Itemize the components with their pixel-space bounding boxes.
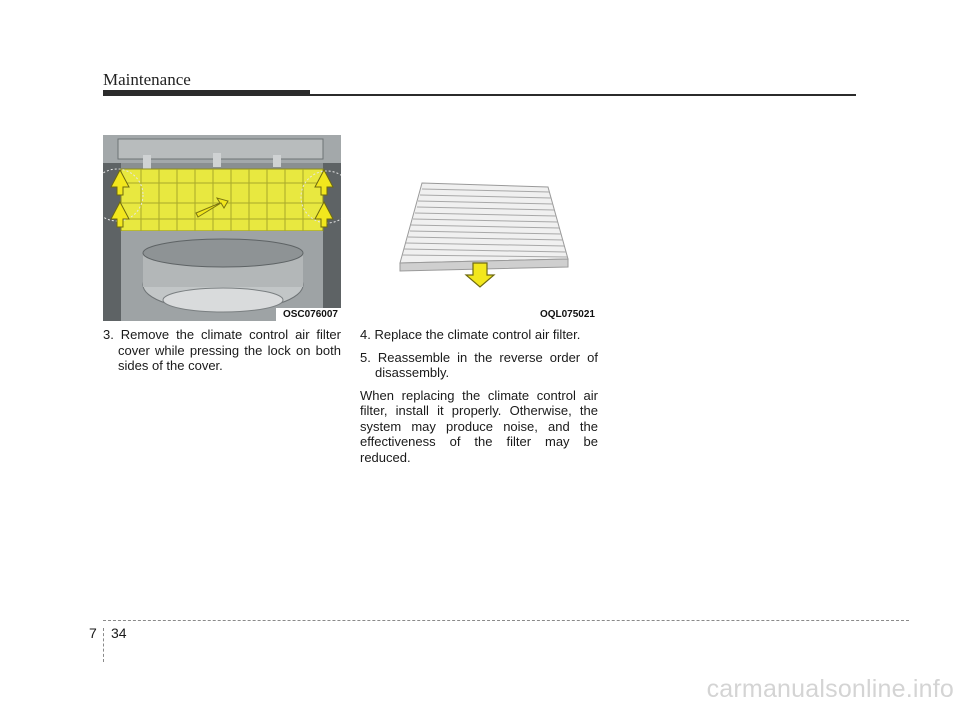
- air-filter-illustration: [360, 135, 598, 321]
- footer-divider: [103, 620, 909, 621]
- footer-page-separator: [103, 628, 104, 662]
- header-rule-thick: [103, 90, 310, 96]
- step-3-text: 3. Remove the climate control air filter cover while pressing the lock on both sides of the cover.: [103, 327, 341, 373]
- figure-code-left: OSC076007: [276, 308, 341, 321]
- instructions-right-column: [360, 327, 598, 465]
- figure-code-right: OQL075021: [539, 309, 595, 320]
- step-5-text: 5. Reassemble in the reverse order of disassembly.: [360, 349, 598, 380]
- filter-cover-illustration: [103, 135, 341, 321]
- page-number: 34: [111, 625, 127, 641]
- header-rule-thin: [310, 94, 856, 96]
- filter-cover-drawing: [103, 135, 341, 321]
- air-filter-drawing: [360, 135, 598, 321]
- instructions-left-column: [103, 327, 341, 381]
- installation-note: When replacing the climate control air filter, install it properly. Otherwise, the system may produce noise, and the effectiveness of the filter may be reduced.: [360, 387, 598, 465]
- step-4-text: 4. Replace the climate control air filter.: [360, 327, 581, 342]
- section-title: Maintenance: [103, 70, 191, 89]
- chapter-number: 7: [89, 625, 97, 641]
- site-watermark: carmanualsonline.info: [706, 675, 954, 703]
